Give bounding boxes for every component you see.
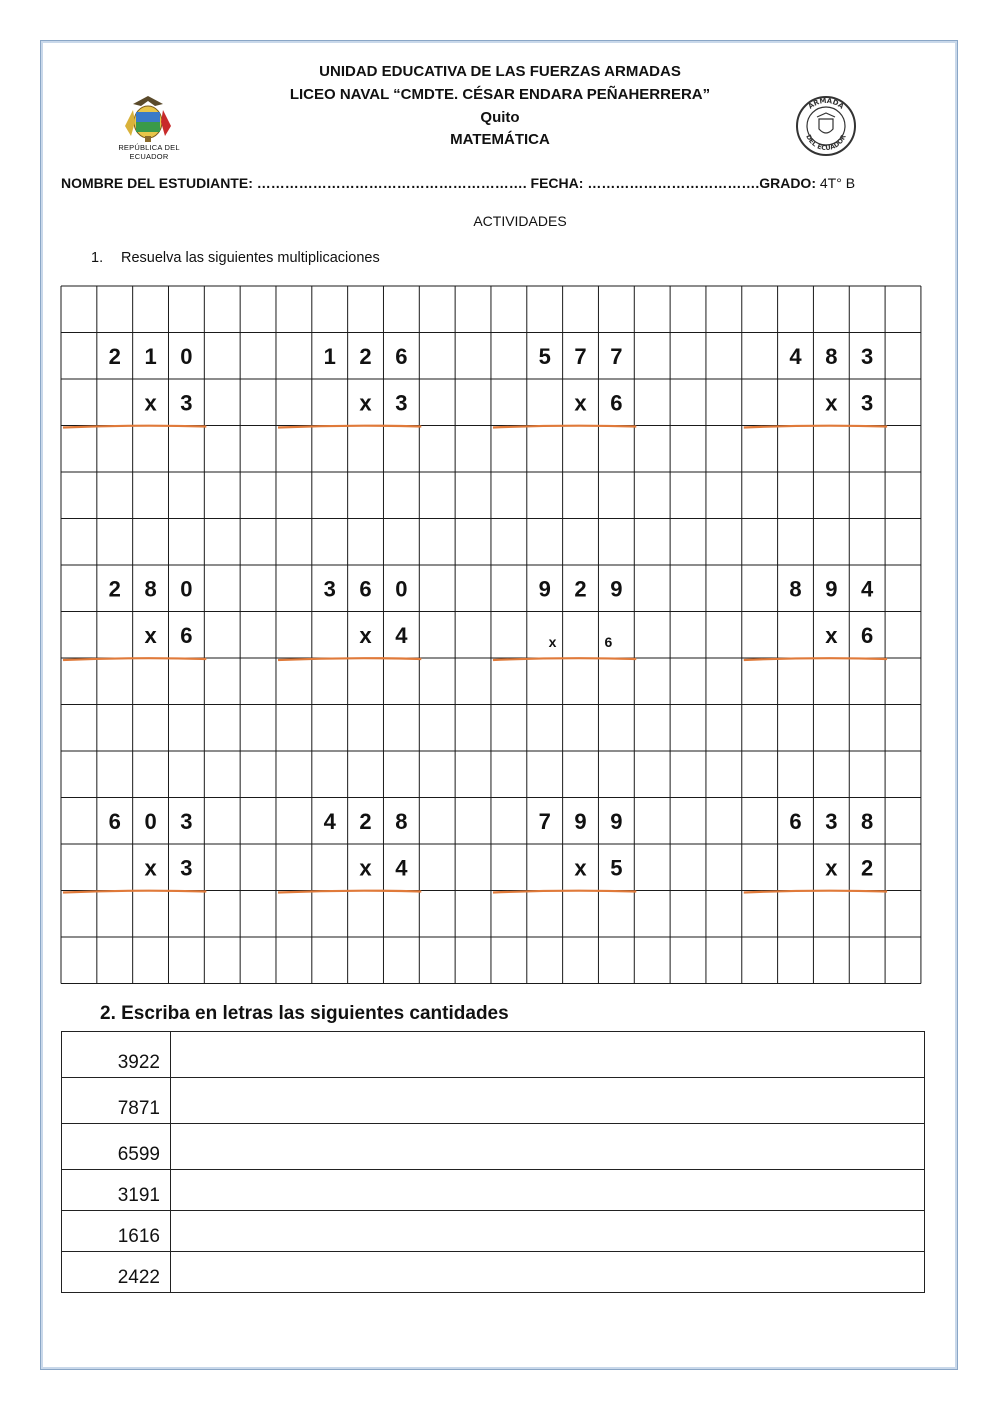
multiplicand-digit: 8 bbox=[144, 576, 157, 602]
multiplication-problem[interactable] bbox=[63, 809, 206, 893]
multiplication-problem[interactable] bbox=[63, 576, 206, 660]
quantity-number: 1616 bbox=[62, 1211, 171, 1252]
multiplicand-digit: 2 bbox=[359, 808, 372, 834]
multiply-sign: x bbox=[574, 390, 587, 416]
quantity-number: 6599 bbox=[62, 1124, 171, 1170]
multiply-sign: x bbox=[359, 855, 372, 881]
city: Quito bbox=[480, 109, 520, 126]
multiply-sign: x bbox=[144, 390, 157, 416]
multiplicand-digit: 6 bbox=[789, 808, 802, 834]
quantity-words-field[interactable] bbox=[171, 1078, 925, 1124]
multiplicand-digit: 9 bbox=[610, 808, 623, 834]
quantity-row bbox=[62, 1032, 925, 1078]
crest-caption: REPÚBLICA DEL ECUADOR bbox=[118, 143, 180, 161]
multiplicand-digit: 8 bbox=[395, 808, 408, 834]
grade-label: GRADO: bbox=[759, 175, 816, 191]
answer-underline bbox=[744, 891, 887, 893]
quantity-number: 7871 bbox=[62, 1078, 171, 1124]
multiplicand-digit: 8 bbox=[789, 576, 802, 602]
multiplicand-digit: 2 bbox=[108, 343, 121, 369]
school-name: UNIDAD EDUCATIVA DE LAS FUERZAS ARMADAS bbox=[319, 63, 681, 80]
quantity-row bbox=[62, 1211, 925, 1252]
multiplicand-digit: 9 bbox=[825, 576, 838, 602]
quantities-table bbox=[61, 1031, 925, 1293]
multiplier-digit: 6 bbox=[861, 622, 874, 648]
exercise1-text: Resuelva las siguientes multiplicaciones bbox=[121, 250, 380, 266]
multiply-sign: x bbox=[825, 622, 838, 648]
multiplicand-digit: 4 bbox=[789, 343, 802, 369]
quantity-row bbox=[62, 1078, 925, 1124]
multiply-sign: x bbox=[574, 855, 587, 881]
subject: MATEMÁTICA bbox=[450, 131, 550, 148]
multiplicand-digit: 2 bbox=[359, 343, 372, 369]
multiplicand-digit: 9 bbox=[538, 576, 551, 602]
quantity-words-field[interactable] bbox=[171, 1124, 925, 1170]
multiply-sign: x bbox=[359, 390, 372, 416]
multiplication-problem[interactable] bbox=[493, 809, 636, 893]
multiplier-digit: 3 bbox=[180, 855, 193, 881]
school-subtitle: LICEO NAVAL “CMDTE. CÉSAR ENDARA PEÑAHERRERA” bbox=[289, 86, 711, 103]
multiplicand-digit: 8 bbox=[825, 343, 838, 369]
multiplication-problem[interactable] bbox=[278, 809, 421, 893]
answer-underline bbox=[278, 658, 421, 660]
multiplication-problem[interactable] bbox=[744, 576, 887, 660]
multiplicand-digit: 0 bbox=[180, 576, 193, 602]
multiplication-problem[interactable] bbox=[744, 344, 887, 428]
quantity-words-field[interactable] bbox=[171, 1032, 925, 1078]
multiply-sign: x bbox=[144, 622, 157, 648]
multiplicand-digit: 3 bbox=[323, 576, 336, 602]
multiplication-problem[interactable] bbox=[278, 576, 421, 660]
multiplicand-digit: 3 bbox=[861, 343, 874, 369]
exercise1-number: 1. bbox=[91, 250, 104, 266]
name-field[interactable]: …………………………………………………. bbox=[256, 175, 527, 191]
multiplicand-digit: 0 bbox=[395, 576, 408, 602]
multiplicand-digit: 9 bbox=[574, 808, 587, 834]
multiplicand-digit: 2 bbox=[108, 576, 121, 602]
seal-bottom-text: DEL ECUADOR bbox=[804, 133, 848, 153]
multiplicand-digit: 8 bbox=[861, 808, 874, 834]
multiplicand-digit: 6 bbox=[359, 576, 372, 602]
multiplicand-digit: 7 bbox=[538, 808, 551, 834]
multiply-sign: x bbox=[144, 855, 157, 881]
answer-underline bbox=[63, 658, 206, 660]
multiply-sign: x bbox=[825, 855, 838, 881]
answer-underline bbox=[278, 891, 421, 893]
answer-underline bbox=[744, 658, 887, 660]
multiplier-digit: 6 bbox=[604, 633, 613, 650]
multiply-sign: x bbox=[548, 633, 557, 650]
multiplier-digit: 4 bbox=[395, 622, 408, 648]
multiplicand-digit: 3 bbox=[180, 808, 193, 834]
name-label: NOMBRE DEL ESTUDIANTE: bbox=[61, 175, 253, 191]
multiplication-problem[interactable] bbox=[744, 809, 887, 893]
quantity-row bbox=[62, 1170, 925, 1211]
multiplication-problem[interactable] bbox=[63, 344, 206, 428]
multiply-sign: x bbox=[359, 622, 372, 648]
multiplication-problem[interactable] bbox=[493, 344, 636, 428]
multiplier-digit: 3 bbox=[861, 390, 874, 416]
grade-value: 4T° B bbox=[819, 175, 856, 191]
activities-title: ACTIVIDADES bbox=[473, 213, 567, 229]
multiplier-digit: 3 bbox=[395, 390, 408, 416]
multiplicand-digit: 6 bbox=[395, 343, 408, 369]
multiplicand-digit: 4 bbox=[861, 576, 874, 602]
quantity-number: 2422 bbox=[62, 1252, 171, 1293]
multiplier-digit: 6 bbox=[180, 622, 193, 648]
multiplier-digit: 5 bbox=[610, 855, 623, 881]
multiplicand-digit: 7 bbox=[610, 343, 623, 369]
answer-underline bbox=[63, 891, 206, 893]
multiplicand-digit: 1 bbox=[144, 343, 157, 369]
multiplicand-digit: 9 bbox=[610, 576, 623, 602]
multiplier-digit: 3 bbox=[180, 390, 193, 416]
answer-underline bbox=[278, 426, 421, 428]
answer-underline bbox=[493, 891, 636, 893]
quantity-number: 3191 bbox=[62, 1170, 171, 1211]
multiplication-problem[interactable] bbox=[493, 576, 636, 660]
quantity-words-field[interactable] bbox=[171, 1211, 925, 1252]
multiplicand-digit: 2 bbox=[574, 576, 587, 602]
answer-underline bbox=[744, 426, 887, 428]
multiply-sign: x bbox=[825, 390, 838, 416]
exercise2-title: 2. Escriba en letras las siguientes cantidades bbox=[100, 1003, 509, 1024]
multiplier-digit: 2 bbox=[861, 855, 874, 881]
quantity-number: 3922 bbox=[62, 1032, 171, 1078]
multiplier-digit: 4 bbox=[395, 855, 408, 881]
answer-underline bbox=[63, 426, 206, 428]
date-label: FECHA: bbox=[530, 175, 584, 191]
multiplicand-digit: 7 bbox=[574, 343, 587, 369]
date-field[interactable]: ………………………………. bbox=[587, 175, 760, 191]
quantity-row bbox=[62, 1124, 925, 1170]
multiplier-digit: 6 bbox=[610, 390, 623, 416]
quantity-row bbox=[62, 1252, 925, 1293]
quantity-words-field[interactable] bbox=[171, 1252, 925, 1293]
multiplicand-digit: 0 bbox=[144, 808, 157, 834]
multiplicand-digit: 0 bbox=[180, 343, 193, 369]
seal-top-text: ARMADA bbox=[806, 96, 846, 111]
multiplication-problem[interactable] bbox=[278, 344, 421, 428]
quantity-words-field[interactable] bbox=[171, 1170, 925, 1211]
multiplicand-digit: 4 bbox=[323, 808, 336, 834]
multiplicand-digit: 1 bbox=[323, 343, 336, 369]
multiplicand-digit: 5 bbox=[538, 343, 551, 369]
answer-underline bbox=[493, 426, 636, 428]
multiplicand-digit: 6 bbox=[108, 808, 121, 834]
multiplicand-digit: 3 bbox=[825, 808, 838, 834]
answer-underline bbox=[493, 658, 636, 660]
